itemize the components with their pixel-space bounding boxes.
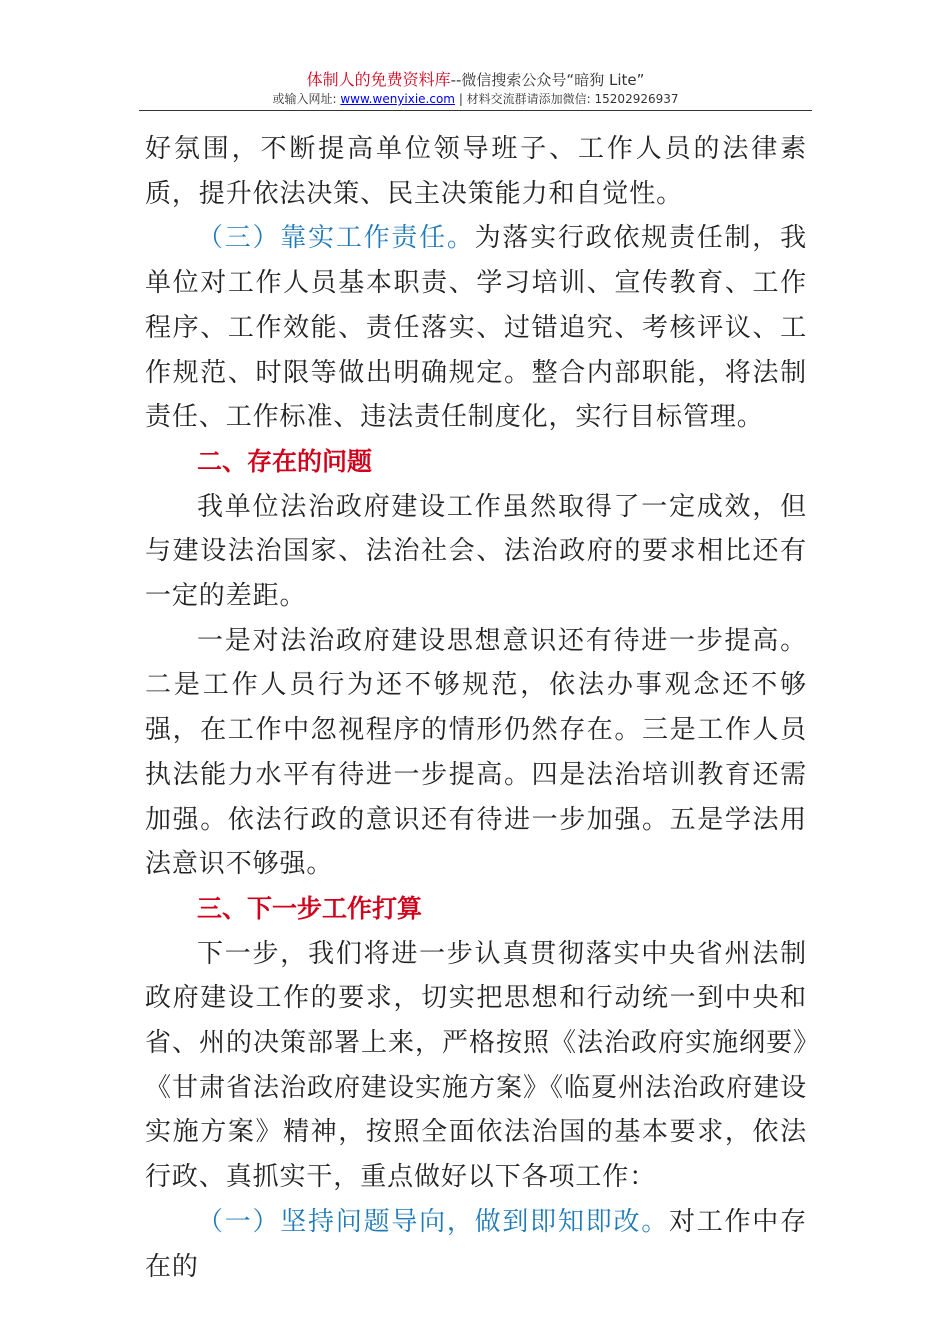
- section-heading-problems: 二、存在的问题: [197, 446, 373, 476]
- document-body: [145, 127, 807, 1289]
- page-header: [139, 70, 812, 108]
- paragraph-problem-oriented: [145, 1200, 807, 1289]
- paragraph-responsibility: [145, 216, 807, 440]
- brand-title: 体制人的免费资料库: [306, 70, 451, 89]
- header-tagline: --微信搜索公众号“暗狗 Lite”: [450, 71, 645, 89]
- paragraph-responsibility-text: 为落实行政依规责任制，我单位对工作人员基本职责、学习培训、宣传教育、工作程序、工作效能、责任落实、过错追究、考核评议、工作规范、时限等做出明确规定。整合内部职能，将法制责任、工作标准、违法责任制度化，实行目标管理。: [145, 223, 807, 433]
- section-heading-next-steps: 三、下一步工作打算: [197, 893, 423, 923]
- paragraph-problems-list: 一是对法治政府建设思想意识还有待进一步提高。二是工作人员行为还不够规范，依法办事观念还不够强，在工作中忽视程序的情形仍然存在。三是工作人员执法能力水平有待进一步提高。四是法治培训教育还需加强。依法行政的意识还有待进一步加强。五是学法用法意识不够强。: [145, 625, 807, 880]
- subheading-responsibility: （三）靠实工作责任。: [197, 223, 475, 254]
- paragraph-continued: 好氛围，不断提高单位领导班子、工作人员的法律素质，提升依法决策、民主决策能力和自觉性。: [145, 134, 807, 209]
- website-link[interactable]: www.wenyixie.com: [340, 92, 455, 106]
- header-line-1: [139, 70, 812, 90]
- url-prefix: 或输入网址:: [272, 92, 341, 106]
- paragraph-next-steps: 下一步，我们将进一步认真贯彻落实中央省州法制政府建设工作的要求，切实把思想和行动统一到中央和省、州的决策部署上来，严格按照《法治政府实施纲要》《甘肃省法治政府建设实施方案》《临夏州法治政府建设实施方案》精神，按照全面依法治国的基本要求，依法行政、真抓实干，重点做好以下各项工作：: [145, 938, 807, 1193]
- header-divider: [139, 110, 812, 111]
- contact-info: | 材料交流群请添加微信: 15202926937: [455, 92, 679, 106]
- header-line-2: [139, 90, 812, 108]
- subheading-problem-oriented: （一）坚持问题导向，做到即知即改。: [197, 1206, 670, 1237]
- paragraph-problems-intro: 我单位法治政府建设工作虽然取得了一定成效，但与建设法治国家、法治社会、法治政府的要求相比还有一定的差距。: [145, 491, 807, 612]
- paragraph-problem-oriented-text: 对工作中存在的: [145, 1206, 807, 1282]
